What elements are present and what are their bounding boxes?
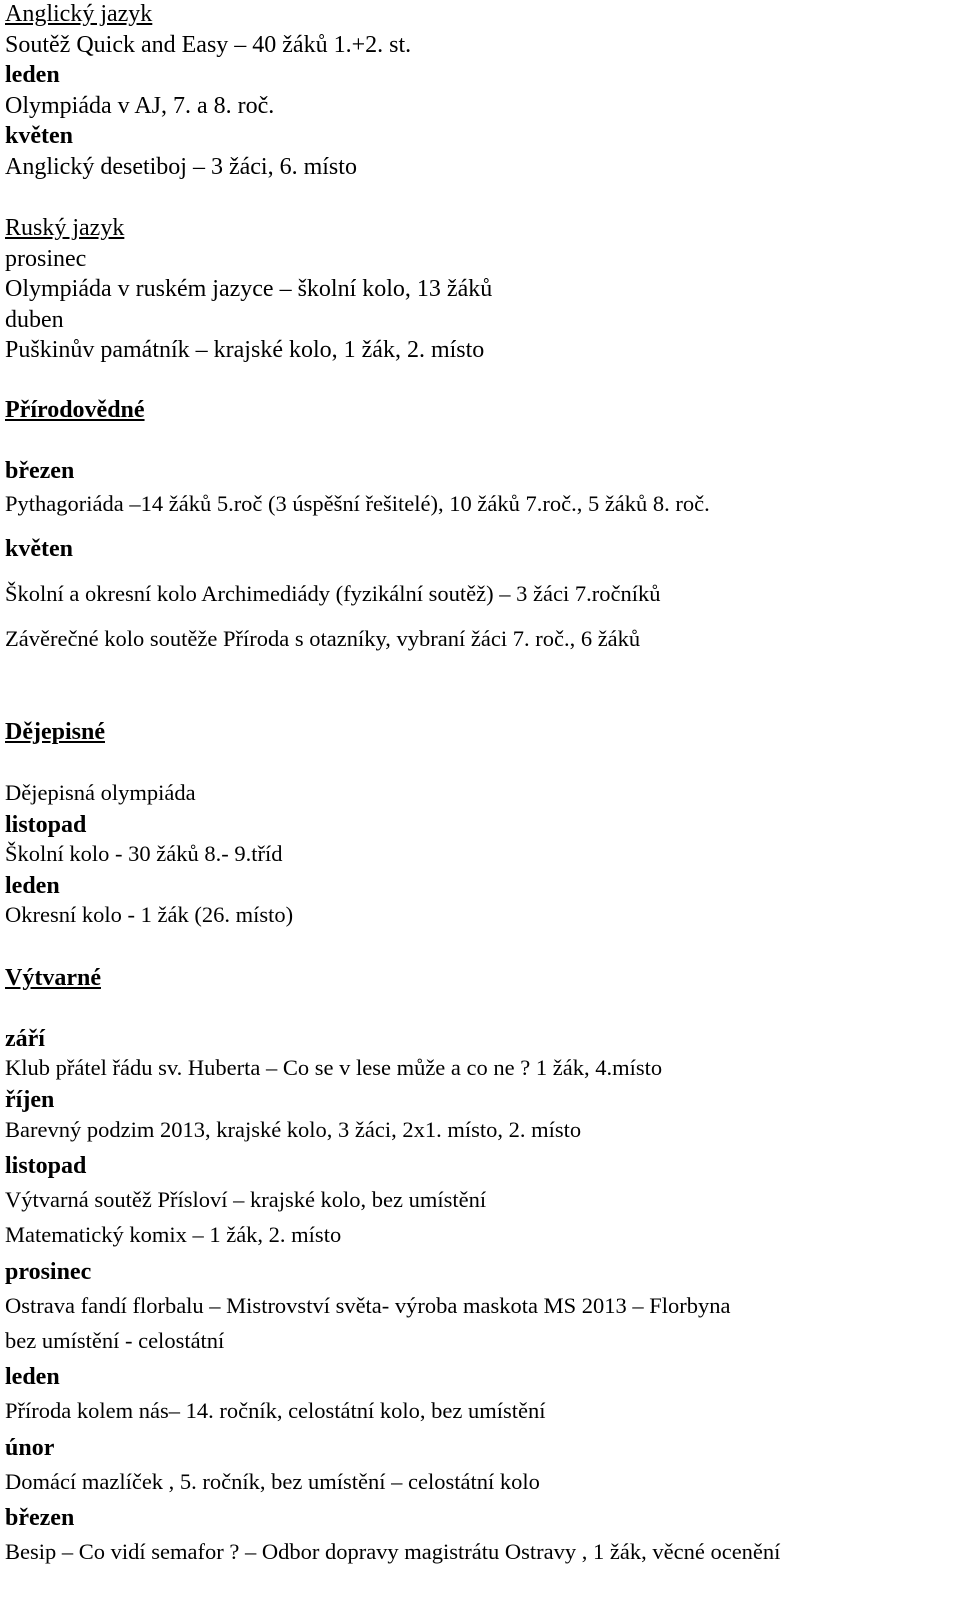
month-label: květen: [5, 536, 73, 562]
month-label: březen: [5, 458, 75, 484]
text-line: Školní a okresní kolo Archimediády (fyzikální soutěž) – 3 žáci 7.ročníků: [5, 581, 661, 606]
month-label: listopad: [5, 812, 87, 838]
section-heading-science: Přírodovědné: [5, 397, 145, 423]
month-label: listopad: [5, 1153, 87, 1179]
text-line: Příroda kolem nás– 14. ročník, celostátní kolo, bez umístění: [5, 1398, 546, 1423]
month-label: leden: [5, 62, 60, 88]
text-line: Olympiáda v AJ, 7. a 8. roč.: [5, 93, 275, 119]
text-line: bez umístění - celostátní: [5, 1328, 225, 1353]
month-label: leden: [5, 1364, 60, 1390]
month-label: prosinec: [5, 246, 87, 272]
text-line: Výtvarná soutěž Přísloví – krajské kolo, bez umístění: [5, 1187, 487, 1212]
month-label: únor: [5, 1435, 55, 1461]
month-label: duben: [5, 307, 64, 333]
text-line: Soutěž Quick and Easy – 40 žáků 1.+2. st.: [5, 32, 412, 58]
text-line: Matematický komix – 1 žák, 2. místo: [5, 1222, 342, 1247]
month-label: říjen: [5, 1087, 55, 1113]
text-line: Závěrečné kolo soutěže Příroda s otazníky, vybraní žáci 7. roč., 6 žáků: [5, 626, 641, 651]
text-line: Barevný podzim 2013, krajské kolo, 3 žáci, 2x1. místo, 2. místo: [5, 1117, 582, 1142]
text-line: Anglický desetiboj – 3 žáci, 6. místo: [5, 154, 357, 180]
text-line: Dějepisná olympiáda: [5, 780, 196, 805]
month-label: březen: [5, 1505, 75, 1531]
text-line: Besip – Co vidí semafor ? – Odbor dopravy magistrátu Ostravy , 1 žák, věcné ocenění: [5, 1539, 781, 1564]
text-line: Puškinův památník – krajské kolo, 1 žák, 2. místo: [5, 337, 485, 363]
text-line: Ostrava fandí florbalu – Mistrovství světa- výroba maskota MS 2013 – Florbyna: [5, 1293, 731, 1318]
text-line: Okresní kolo - 1 žák (26. místo): [5, 902, 294, 927]
section-heading-russian: Ruský jazyk: [5, 215, 125, 241]
section-heading-history: Dějepisné: [5, 719, 105, 745]
text-line: Pythagoriáda –14 žáků 5.roč (3 úspěšní řešitelé), 10 žáků 7.roč., 5 žáků 8. roč.: [5, 491, 710, 516]
text-line: Klub přátel řádu sv. Huberta – Co se v lese může a co ne ? 1 žák, 4.místo: [5, 1055, 663, 1080]
month-label: květen: [5, 123, 73, 149]
text-line: Olympiáda v ruském jazyce – školní kolo, 13 žáků: [5, 276, 493, 302]
section-heading-english: Anglický jazyk: [5, 1, 153, 27]
month-label: prosinec: [5, 1259, 92, 1285]
month-label: září: [5, 1026, 45, 1052]
section-heading-art: Výtvarné: [5, 965, 101, 991]
text-line: Domácí mazlíček , 5. ročník, bez umístění – celostátní kolo: [5, 1469, 540, 1494]
month-label: leden: [5, 873, 60, 899]
text-line: Školní kolo - 30 žáků 8.- 9.tříd: [5, 841, 283, 866]
